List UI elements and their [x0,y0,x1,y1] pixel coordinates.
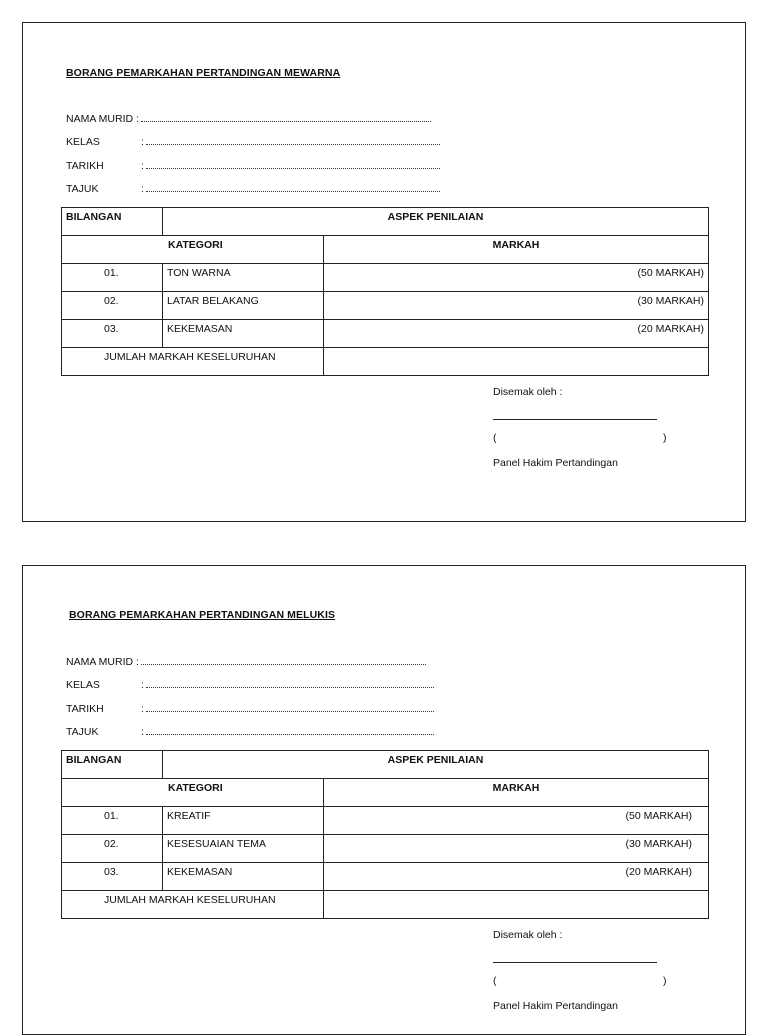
form-title: BORANG PEMARKAHAN PERTANDINGAN MELUKIS [69,609,336,621]
header-kategori: KATEGORI [62,236,324,264]
fill-line[interactable] [146,183,440,192]
row-kategori: KREATIF [163,807,324,835]
header-bilangan: BILANGAN [62,751,163,779]
field-label: NAMA MURID : [66,656,139,668]
fill-line[interactable] [141,656,426,665]
fill-line[interactable] [146,679,434,688]
scoring-form-mewarna [22,22,746,522]
field-kelas: KELAS : [66,136,440,148]
header-aspek-penilaian: ASPEK PENILAIAN [163,208,709,236]
row-number: 03. [62,863,163,891]
row-number: 01. [62,807,163,835]
table-row [62,292,709,320]
name-paren-open: ( [493,975,497,987]
row-markah[interactable]: (50 MARKAH) [324,807,709,835]
field-tarikh: TARIKH : [66,160,440,172]
total-value[interactable] [324,348,709,376]
fill-line[interactable] [146,703,434,712]
field-label: KELAS [66,136,100,148]
fill-line[interactable] [146,136,440,145]
fill-line[interactable] [141,113,431,122]
table-row [62,264,709,292]
name-paren-open: ( [493,432,497,444]
signature-line[interactable] [493,419,657,420]
header-markah: MARKAH [324,779,709,807]
table-row [62,807,709,835]
table-row [62,320,709,348]
field-label: TARIKH [66,703,104,715]
row-kategori: KEKEMASAN [163,863,324,891]
total-label: JUMLAH MARKAH KESELURUHAN [62,348,324,376]
field-label: TAJUK [66,183,99,195]
score-table [61,207,709,376]
scoring-form-melukis [22,565,746,1035]
row-markah[interactable]: (30 MARKAH) [324,292,709,320]
field-label: TARIKH [66,160,104,172]
row-markah[interactable]: (50 MARKAH) [324,264,709,292]
reviewed-by-label: Disemak oleh : [493,929,563,941]
field-label: TAJUK [66,726,99,738]
header-markah: MARKAH [324,236,709,264]
field-label: KELAS [66,679,100,691]
fill-line[interactable] [146,160,440,169]
header-bilangan: BILANGAN [62,208,163,236]
table-row-total [62,891,709,919]
signature-line[interactable] [493,962,657,963]
field-tajuk: TAJUK : [66,726,434,738]
row-markah[interactable]: (30 MARKAH) [324,835,709,863]
row-kategori: KEKEMASAN [163,320,324,348]
row-markah[interactable]: (20 MARKAH) [324,863,709,891]
total-label: JUMLAH MARKAH KESELURUHAN [62,891,324,919]
panel-label: Panel Hakim Pertandingan [493,1000,618,1012]
form-title: BORANG PEMARKAHAN PERTANDINGAN MEWARNA [66,67,341,79]
header-kategori: KATEGORI [62,779,324,807]
row-number: 02. [62,292,163,320]
fill-line[interactable] [146,726,434,735]
score-table [61,750,709,919]
row-kategori: TON WARNA [163,264,324,292]
row-number: 03. [62,320,163,348]
row-number: 02. [62,835,163,863]
row-markah[interactable]: (20 MARKAH) [324,320,709,348]
table-row-total [62,348,709,376]
panel-label: Panel Hakim Pertandingan [493,457,618,469]
reviewed-by-label: Disemak oleh : [493,386,563,398]
field-tajuk: TAJUK : [66,183,440,195]
row-number: 01. [62,264,163,292]
total-value[interactable] [324,891,709,919]
table-row [62,863,709,891]
row-kategori: KESESUAIAN TEMA [163,835,324,863]
header-aspek-penilaian: ASPEK PENILAIAN [163,751,709,779]
field-label: NAMA MURID : [66,113,139,125]
name-paren-close: ) [663,432,667,444]
name-paren-close: ) [663,975,667,987]
field-kelas: KELAS : [66,679,434,691]
field-nama-murid [66,656,426,668]
field-nama-murid [66,113,431,125]
row-kategori: LATAR BELAKANG [163,292,324,320]
table-row [62,835,709,863]
field-tarikh: TARIKH : [66,703,434,715]
